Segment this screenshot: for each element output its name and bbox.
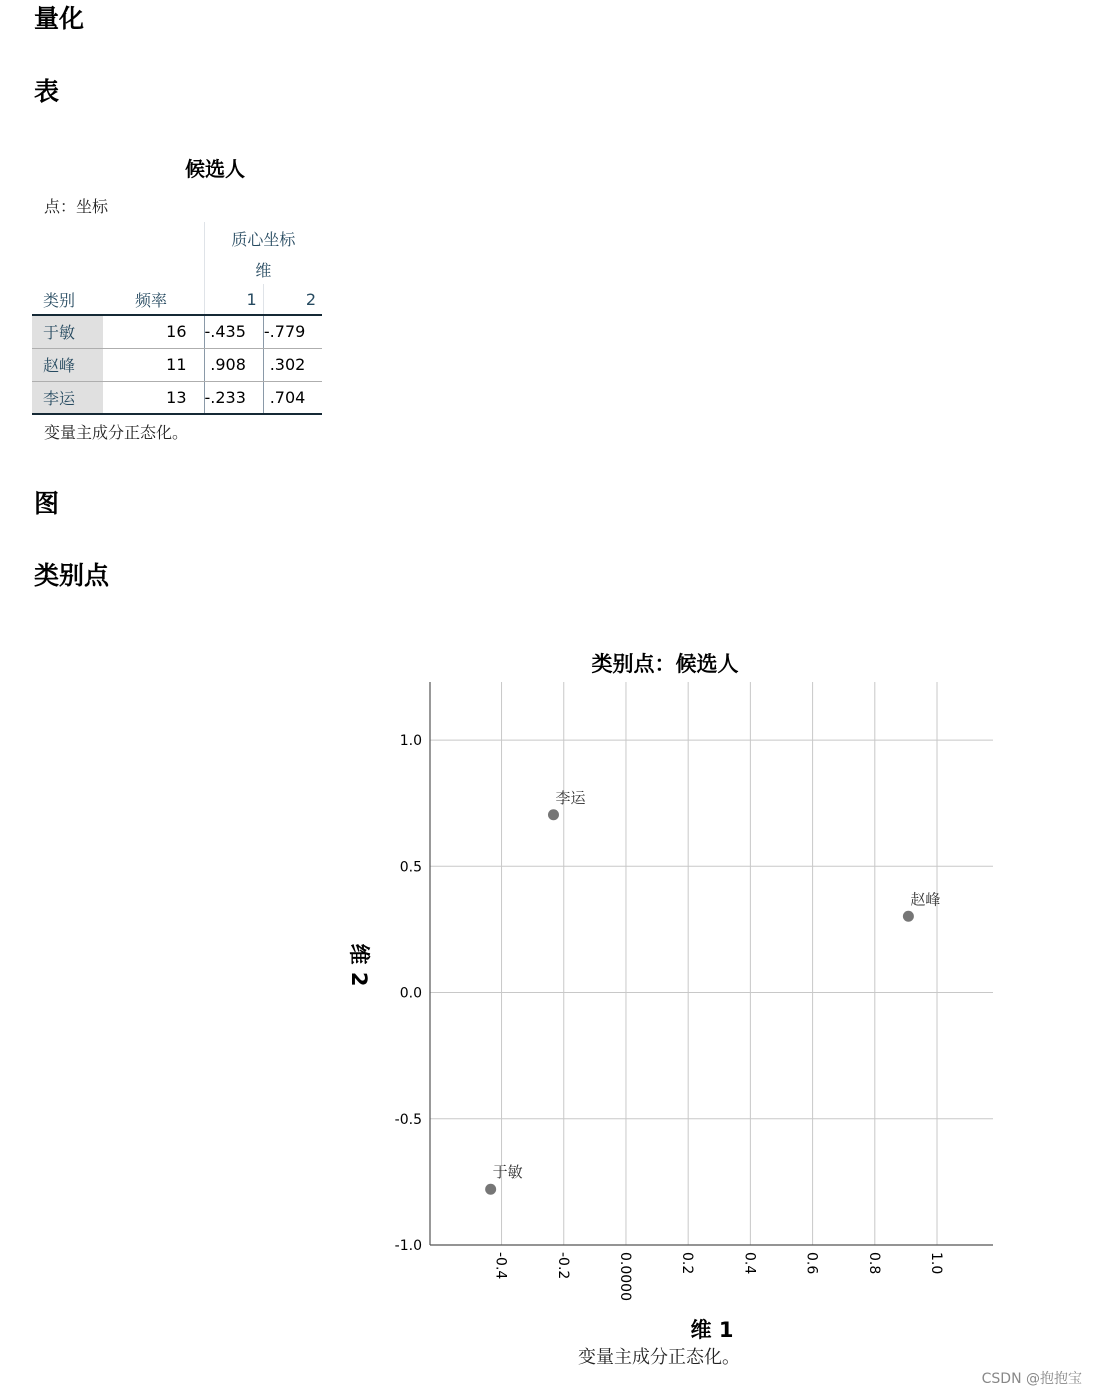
x-tick-label: 0.4 <box>741 1252 758 1275</box>
x-tick-label: -0.4 <box>492 1252 509 1280</box>
x-tick-label: 1.0 <box>928 1252 945 1275</box>
row-label: 于敏 <box>32 315 103 348</box>
y-tick-label: -1.0 <box>394 1238 422 1254</box>
header-dim2: 2 <box>263 284 322 315</box>
chart-footnote: 变量主成分正态化。 <box>578 1347 740 1368</box>
cell-dim1: .908 <box>204 348 263 381</box>
cell-dim2: -.779 <box>263 315 322 348</box>
data-point <box>485 1184 496 1195</box>
x-tick-label: 0.0000 <box>616 1252 633 1301</box>
section-heading-tables: 表 <box>34 77 60 106</box>
centroid-table <box>32 222 322 415</box>
row-label: 赵峰 <box>32 348 103 381</box>
watermark: CSDN @抱抱宝 <box>981 1371 1082 1387</box>
data-point <box>548 809 559 820</box>
header-frequency: 频率 <box>103 284 204 315</box>
section-heading-quantification: 量化 <box>34 4 85 33</box>
cell-dim1: -.233 <box>204 381 263 414</box>
header-category: 类别 <box>32 284 103 315</box>
x-axis-title: 维 1 <box>690 1318 734 1342</box>
chart-container <box>330 640 1050 1375</box>
cell-dim2: .302 <box>263 348 322 381</box>
data-point <box>903 911 914 922</box>
cell-frequency: 11 <box>103 348 204 381</box>
cell-frequency: 16 <box>103 315 204 348</box>
cell-dim1: -.435 <box>204 315 263 348</box>
header-dimension: 维 <box>204 254 322 284</box>
point-label: 于敏 <box>492 1163 523 1182</box>
x-tick-label: 0.2 <box>679 1252 696 1275</box>
header-dim1: 1 <box>204 284 263 315</box>
chart-title: 类别点：候选人 <box>591 652 739 676</box>
table-row <box>32 348 322 381</box>
cell-frequency: 13 <box>103 381 204 414</box>
point-label: 赵峰 <box>910 890 941 909</box>
y-tick-label: 0.0 <box>399 985 422 1002</box>
section-heading-figures: 图 <box>34 489 60 518</box>
y-axis-title: 维 2 <box>347 943 371 987</box>
y-tick-label: 1.0 <box>399 733 422 750</box>
point-label: 李运 <box>555 788 586 807</box>
x-tick-label: -0.2 <box>554 1252 571 1280</box>
section-heading-category-points: 类别点 <box>34 561 110 590</box>
cell-dim2: .704 <box>263 381 322 414</box>
table-title: 候选人 <box>185 157 245 181</box>
table-subtitle: 点：坐标 <box>44 197 109 216</box>
table-footnote: 变量主成分正态化。 <box>44 423 189 442</box>
y-tick-label: 0.5 <box>399 859 422 876</box>
x-tick-label: 0.6 <box>803 1252 820 1275</box>
table-row <box>32 315 322 348</box>
scatter-chart <box>330 640 1050 1375</box>
y-tick-label: -0.5 <box>394 1111 422 1128</box>
x-tick-label: 0.8 <box>865 1252 882 1275</box>
header-centroid: 质心坐标 <box>204 222 322 254</box>
table-row <box>32 381 322 414</box>
row-label: 李运 <box>32 381 103 414</box>
